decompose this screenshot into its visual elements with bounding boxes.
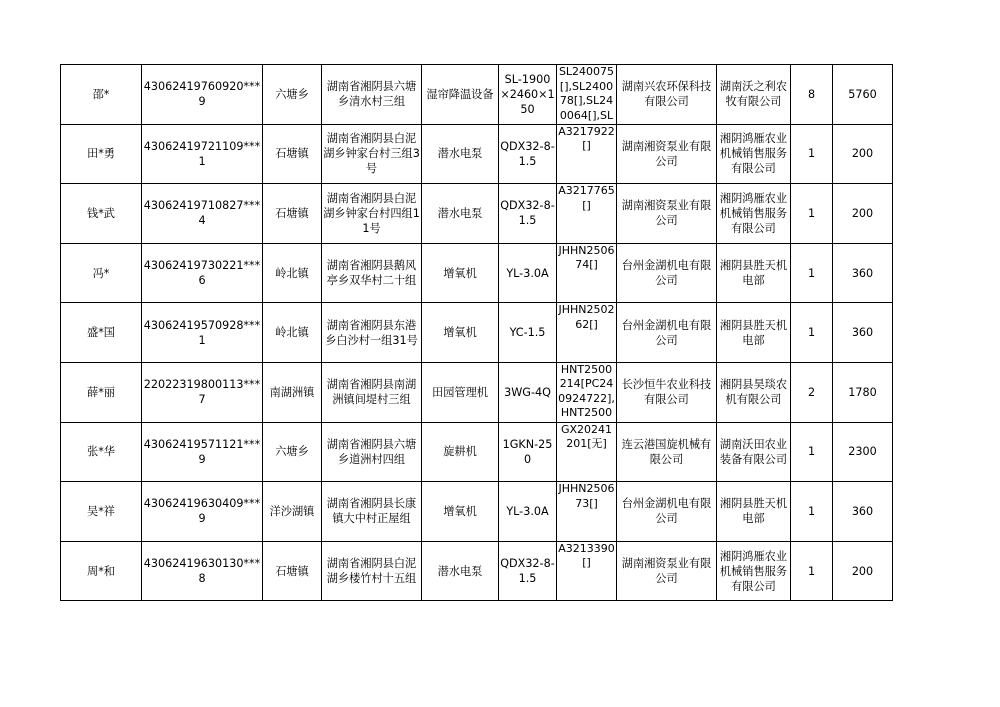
model-cell: 1GKN-250 [499,422,557,482]
town-cell: 石塘镇 [263,541,322,601]
amount-cell: 200 [833,541,893,601]
serial-number-text: A3213390[] [558,541,615,570]
model-cell: 3WG-4Q [499,362,557,422]
id-number-cell: 43062419710827***4 [142,184,263,244]
equipment-cell: 潜水电泵 [422,124,499,184]
model-cell: YL-3.0A [499,482,557,542]
address-cell: 湖南省湘阴县白泥湖乡钟家台村三组3号 [322,124,422,184]
serial-number-text: A3217765[] [558,184,615,212]
serial-number-cell [557,362,617,422]
model-cell: QDX32-8-1.5 [499,124,557,184]
amount-cell: 5760 [833,65,893,125]
serial-number-text: JHHN250262[] [558,303,615,331]
manufacturer-cell: 台州金湖机电有限公司 [617,243,717,303]
name-cell: 张*华 [61,422,142,482]
serial-number-text: GX20241201[无] [560,422,613,451]
address-cell: 湖南省湘阴县鹅风亭乡双华村二十组 [322,243,422,303]
name-cell: 邵* [61,65,142,125]
quantity-cell: 1 [791,541,833,601]
name-cell: 冯* [61,243,142,303]
serial-number-cell [557,303,617,363]
seller-cell: 湘阴鸿雁农业机械销售服务有限公司 [717,541,791,601]
table-row [61,243,893,303]
seller-cell: 湖南沃田农业装备有限公司 [717,422,791,482]
manufacturer-cell: 台州金湖机电有限公司 [617,482,717,542]
name-cell: 吴*祥 [61,482,142,542]
name-cell: 钱*武 [61,184,142,244]
serial-number-cell [557,243,617,303]
amount-cell: 200 [833,124,893,184]
town-cell: 六塘乡 [263,422,322,482]
serial-number-cell [557,124,617,184]
amount-cell: 360 [833,482,893,542]
equipment-cell: 增氧机 [422,482,499,542]
table-row [61,124,893,184]
manufacturer-cell: 湖南湘资泵业有限公司 [617,184,717,244]
town-cell: 岭北镇 [263,243,322,303]
manufacturer-cell: 湖南湘资泵业有限公司 [617,124,717,184]
address-cell: 湖南省湘阴县长康镇大中村正屋组 [322,482,422,542]
id-number-cell: 43062419570928***1 [142,303,263,363]
manufacturer-cell: 连云港国旋机械有限公司 [617,422,717,482]
amount-cell: 360 [833,243,893,303]
town-cell: 洋沙湖镇 [263,482,322,542]
amount-cell: 2300 [833,422,893,482]
town-cell: 石塘镇 [263,124,322,184]
address-cell: 湖南省湘阴县白泥湖乡钟家台村四组11号 [322,184,422,244]
name-cell: 田*勇 [61,124,142,184]
seller-cell: 湘阴鸿雁农业机械销售服务有限公司 [717,124,791,184]
seller-cell: 湘阴县胜天机电部 [717,303,791,363]
equipment-cell: 田园管理机 [422,362,499,422]
model-cell: YC-1.5 [499,303,557,363]
seller-cell: 湘阴县胜天机电部 [717,482,791,542]
address-cell: 湖南省湘阴县东港乡白沙村一组31号 [322,303,422,363]
table-row [61,362,893,422]
name-cell: 盛*国 [61,303,142,363]
quantity-cell: 8 [791,65,833,125]
equipment-cell: 潜水电泵 [422,541,499,601]
amount-cell: 1780 [833,362,893,422]
equipment-cell: 潜水电泵 [422,184,499,244]
quantity-cell: 1 [791,243,833,303]
table-row [61,303,893,363]
model-cell: SL-1900×2460×150 [499,65,557,125]
amount-cell: 360 [833,303,893,363]
id-number-cell: 43062419760920***9 [142,65,263,125]
quantity-cell: 1 [791,482,833,542]
quantity-cell: 1 [791,124,833,184]
manufacturer-cell: 湖南湘资泵业有限公司 [617,541,717,601]
amount-cell: 200 [833,184,893,244]
equipment-cell: 湿帘降温设备 [422,65,499,125]
table-row [61,482,893,542]
table-row [61,541,893,601]
subsidy-table [60,64,893,601]
equipment-cell: 增氧机 [422,303,499,363]
quantity-cell: 1 [791,184,833,244]
seller-cell: 湘阴鸿雁农业机械销售服务有限公司 [717,184,791,244]
serial-number-cell [557,541,617,601]
seller-cell: 湘阴县昊琰农机有限公司 [717,362,791,422]
equipment-cell: 增氧机 [422,243,499,303]
address-cell: 湖南省湘阴县白泥湖乡楼竹村十五组 [322,541,422,601]
id-number-cell: 22022319800113***7 [142,362,263,422]
address-cell: 湖南省湘阴县南湖洲镇间堤村三组 [322,362,422,422]
seller-cell: 湘阴县胜天机电部 [717,243,791,303]
quantity-cell: 1 [791,303,833,363]
name-cell: 周*和 [61,541,142,601]
address-cell: 湖南省湘阴县六塘乡道洲村四组 [322,422,422,482]
table-body [61,65,893,601]
model-cell: QDX32-8-1.5 [499,541,557,601]
town-cell: 石塘镇 [263,184,322,244]
equipment-cell: 旋耕机 [422,422,499,482]
seller-cell: 湖南沃之利农牧有限公司 [717,65,791,125]
town-cell: 岭北镇 [263,303,322,363]
address-cell: 湖南省湘阴县六塘乡清水村三组 [322,65,422,125]
serial-number-cell [557,184,617,244]
table-row [61,184,893,244]
table-row [61,422,893,482]
serial-number-cell [557,482,617,542]
model-cell: YL-3.0A [499,243,557,303]
name-cell: 薛*丽 [61,362,142,422]
id-number-cell: 43062419721109***1 [142,124,263,184]
town-cell: 六塘乡 [263,65,322,125]
town-cell: 南湖洲镇 [263,362,322,422]
serial-number-text: JHHN250673[] [558,482,615,510]
quantity-cell: 2 [791,362,833,422]
serial-number-cell [557,422,617,482]
manufacturer-cell: 长沙恒牛农业科技有限公司 [617,362,717,422]
model-cell: QDX32-8-1.5 [499,184,557,244]
id-number-cell: 43062419571121***9 [142,422,263,482]
serial-number-text: HNT2500214[PC240924722],HNT2500 [558,362,615,420]
id-number-cell: 43062419730221***6 [142,243,263,303]
serial-number-cell [557,65,617,125]
table-row [61,65,893,125]
serial-number-text: JHHN250674[] [558,243,615,272]
manufacturer-cell: 湖南兴农环保科技有限公司 [617,65,717,125]
id-number-cell: 43062419630409***9 [142,482,263,542]
manufacturer-cell: 台州金湖机电有限公司 [617,303,717,363]
serial-number-text: SL240075[],SL240078[],SL240064[],SL [558,65,615,122]
id-number-cell: 43062419630130***8 [142,541,263,601]
serial-number-text: A3217922[] [558,124,615,153]
quantity-cell: 1 [791,422,833,482]
